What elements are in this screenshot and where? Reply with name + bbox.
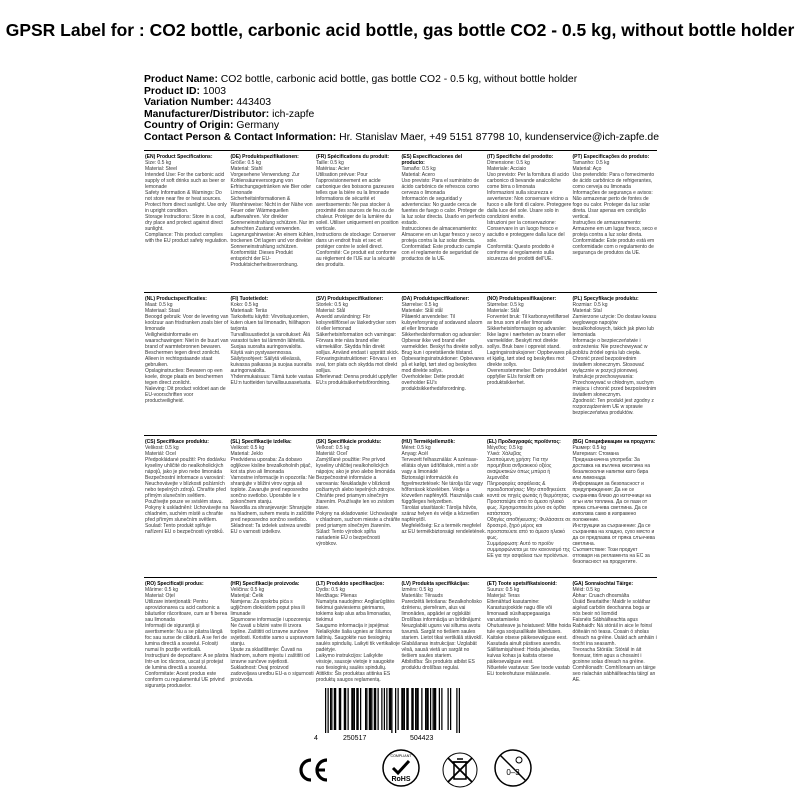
language-spec-block <box>572 154 658 268</box>
barcode-bar <box>325 688 326 733</box>
language-spec-text: Rozmiar: 0.5 kg Materiał: Stal Zamierzone użycie: Do dostaw kwasu węglowego napojów bezalkoholowych, takich jak piwo lub lemoniada Informacje o bezpieczeństwie i ostrzeżenia: Nie przechowywać w pobliżu źródeł ognia lub ciepła. Chronić przed bezpośrednim światłem słonecznym. Stosować wyłącznie w pozycji pionowej. Instrukcje przechowywania: Przechowywać w chłodnym, suchym miejscu i chronić przed bezpośrednim światłem słonecznym. Zgodność: Ten produkt jest zgodny z rozporządzeniem UE w sprawie bezpieczeństwa produktów. <box>572 302 657 416</box>
language-spec-heading: (FR) Spécifications du produit: <box>316 154 390 160</box>
language-spec-heading: (GA) Sonraíochtaí Táirge: <box>572 581 634 587</box>
spec-row <box>144 581 657 689</box>
barcode-bar <box>398 688 399 730</box>
barcode-bar <box>334 688 335 730</box>
language-spec-heading: (PT) Especificações do produto: <box>572 154 650 160</box>
language-spec-heading: (LT) Produkto specifikacijos: <box>316 581 385 587</box>
language-spec-block <box>230 154 316 268</box>
barcode-bar <box>433 688 434 730</box>
barcode-bar <box>340 688 341 730</box>
barcode-bar <box>371 688 372 730</box>
language-spec-text: Taille: 0.5 kg Matériau: Acier Utilisation prévue: Pour l'approvisionnement en acide carbonique des boissons gazeuses telles que la bière ou la limonade Informations de sécurité et avertissements: Ne pas stocker à proximité des sources de feu ou de chaleur. Protéger de la lumière du soleil. Utiliser uniquement en position verticale. Instructions de stockage: Conserver dans un endroit frais et sec et protéger contre le soleil direct. Conformité: Ce produit est conforme au règlement de l'UE sur la sécurité des produits. <box>316 160 399 268</box>
barcode-bar <box>459 688 460 733</box>
language-spec-block <box>572 296 658 416</box>
language-spec-text: Velikost: 0.5 kg Material: Jeklo Predvidena uporaba: Za dobavo ogljikove kisline brezalkoholnih pijač, kot sta pivo ali limonada Varnostne informacije in opozorila: Ne shranjujte v bližini virov ognja ali toplote. Zavarujte pred neposredno sončno svetlobo. Uporabite le v pokončnem stanju. Navodila za shranjevanje: Shranjujte na hladnem, suhem mestu in zaščitite pred neposredno sončno svetlobo. Skladnost: Ta izdelek ustreza uredbi EU o varnosti izdelkov. <box>230 445 315 535</box>
barcode-bar <box>413 688 414 730</box>
language-spec-text: Méid: 0.5 kg Ábhar: Cruach dhosmálta Úsáid Beartaithe: Maidir le soláthar aigéad carbóin deochanna boga ar nós beoir nó liomóid Faisnéis Sábháilteachta agus Rabhaidh: Ná stóráil in aice le foinsí dóiteáin nó teasa. Cosain ó sholas díreach na gréine. Úsáid ach amháin i riocht ina seasamh. Treoracha Stórála: Stóráil in áit fionnuar, tirim agus a chosaint i gcoinne solas díreach na gréine. Comhlíonadh: Comhlíonann an táirge seo rialachán sábháilteachta táirgí an AE. <box>572 587 657 683</box>
barcode-bar <box>369 688 370 730</box>
age-0-3-warning-icon <box>493 748 533 788</box>
language-spec-block <box>572 581 658 689</box>
recycle-icon <box>440 750 480 790</box>
product-name-line: Product Name: CO2 bottle, carbonic acid bottle, gas bottle CO2 - 0.5 kg, without bottle holder <box>144 74 578 85</box>
language-spec-block <box>230 439 316 565</box>
language-spec-text: Velikost: 0.5 kg Materiál: Ocel Předpokládané použití: Pro dodávku kyseliny uhličité do nealkoholických nápojů, jako je pivo nebo limonáda Bezpečnostní informace a varování: Neuchovávejte v blízkosti požárních nebo tepelných zdrojů. Chraňte před přímým slunečním světlem. Používejte pouze ve svislém stavu. Pokyny k uskladnění: Uchovávejte na chladném, suchém místě a chraňte před přímým slunečním světlem. Soulad: Tento produkt splňuje nařízení EU o bezpečnosti výrobků. <box>145 445 229 535</box>
language-spec-block <box>315 439 401 565</box>
barcode-bar <box>330 688 331 730</box>
barcode-bar <box>386 688 387 730</box>
spec-row <box>144 296 657 416</box>
language-spec-block <box>315 154 401 268</box>
barcode-bar <box>408 688 409 730</box>
barcode-bar <box>390 688 391 730</box>
language-spec-heading: (HU) Termékjellemzők: <box>401 439 456 445</box>
language-spec-text: Tamaño: 0.5 kg Material: Acero Uso previsto: Para el suministro de ácido carbónico de refrescos como cerveza o limonada Información de seguridad y advertencias: No guarde cerca de fuentes de fuego o calor. Proteger de la luz solar directa. Usarlo en perfecto estado. Instrucciones de almacenamiento: Almacene en un lugar fresco y seco y proteja contra la luz solar directa. Conformidad: Este producto cumple con el reglamento de seguridad de productos de la UE. <box>401 166 486 262</box>
barcode-bar <box>366 688 367 730</box>
barcode-bar <box>351 688 352 730</box>
language-spec-heading: (FI) Tuotetiedot: <box>230 296 269 302</box>
barcode-bar <box>365 688 366 730</box>
page-title: GPSR Label for : CO2 bottle, carbonic acid bottle, gas bottle CO2 - 0.5 kg, without bottle holder <box>5 20 795 40</box>
language-spec-block <box>401 296 487 416</box>
barcode-bar <box>395 688 396 733</box>
language-spec-text: Tamanho: 0.5 kg Material: Aço Uso pretendido: Para o fornecimento de ácido carbônico de refrigerantes, como cerveja ou limonada Informações de segurança e avisos: Não armazenar perto de fontes de fogo ou calor. Proteger da luz solar direta. Usar apenas em condição vertical. Instruções de armazenamento: Armazene em um lugar fresco, seco e proteja contra a luz solar direta. Conformidade: Este produto está em conformidade com o regulamento de segurança de produtos da UE. <box>572 160 657 256</box>
language-spec-block <box>401 581 487 689</box>
language-spec-text: Veličina: 0.5 kg Materijal: Čelik Namjena: Za opskrbu pića s ugljičnom dioksidom poput piva ili limunade Sigurnosne informacije i upozorenja: Ne čuvati u blizini vatre ili izvora topline. Zaštititi od izravne sunčeve svjetlosti. Koristite samo u uspravnom stanju. Upute za skladištenje: Čuvati na hladnom, suhom mjestu i zaštititi od izravne sunčeve svjetlosti. Sukladnost: Ovaj proizvod zadovoljava uredbu EU-a o sigurnosti proizvoda. <box>230 587 315 683</box>
barcode-bar <box>358 688 359 730</box>
barcode-bar <box>441 688 442 730</box>
variation-line: Variation Number: 443403 <box>144 97 272 109</box>
barcode-bar <box>403 688 404 730</box>
language-spec-text: Størrelse: 0.5 kg Materiale: Stål stål Påtænkt anvendelse: Til kulsyreforsyning af sodavand såsom øl eller limonade Sikkerhedsinformation og advarsler: Opbevar ikke ved brand eller varmekilder. Beskyt fra direkte sollys. Brug kun i opretstående tilstand. Opbevaringsinstruktioner: Opbevares på et køligt, tørt sted og beskyttes mod direkte sollys. Overholdelse: Dette produkt overholder EU's produktsikkerhedsforordning. <box>401 302 485 392</box>
barcode-bar <box>404 688 405 730</box>
barcode-bar <box>344 688 345 730</box>
ce-mark-icon <box>296 752 332 788</box>
language-spec-heading: (EN) Product Specifications: <box>145 154 213 160</box>
barcode-bar <box>378 688 379 730</box>
barcode-bar <box>335 688 336 730</box>
barcode-bar <box>435 688 436 730</box>
barcode-bar <box>328 688 329 733</box>
language-spec-text: Størrelse: 0.5 kg Materiale: Stål Forventet bruk: Til karbonsyretilførsel av brus som øl eller limonade Sikkerhetsinformasjon og advarsler: Ikke lagre i nærheten av brann eller varmekilder. Beskytt mot direkte sollys. Bruk bare i oppreist stand. Lagringsinstruksjoner: Oppbevares på et kjølig, tørt sted og beskyttes mot direkte sollys. Overensstemmelse: Dette produktet oppfyller EUs forskrift om produktsikkerhet. <box>487 302 572 386</box>
barcode-bar <box>430 688 431 730</box>
barcode-bar <box>331 688 332 730</box>
language-spec-block <box>230 581 316 689</box>
language-spec-text: Koko: 0.5 kg Materiaali: Teräs Tarkoitettu käyttö: Virvoitusjuomien, kuten oluen tai limonadin, hiilihapon tarjonta Turvallisuustiedot ja varoitukset: Älä varastoi tulen tai lämmön lähteitä. Suojaa suoralta auringonvalolta. Käytä vain pystyasennossa. Säilytysohjeet: Säilytä viileässä, kuivassa paikassa ja suojaa suoralta auringonvalolta. Yhdenmukaisuus: Tämä tuote vastaa EU:n tuotteiden turvallisuusasetusta. <box>230 302 313 386</box>
language-spec-text: Размер: 0.5 kg Материал: Стомана Предназначена употреба: За доставка на въглена киселина на безалкохолни напитки като бира или лимонада Информация за безопасност и предупреждения: Да не се съхранява близо до източници на огън или топлина. Да се пази от пряка слънчева светлина. Да се използва само в изправено положение. Инструкции за съхранение: Да се съхранява на хладно, сухо място и да се предпазва от пряка слънчева светлина. Съответствие: Този продукт отговаря на регламента на ЕС за безопасност на продуктите. <box>572 445 655 565</box>
barcode-bar <box>406 688 407 730</box>
barcode-bar <box>401 688 402 730</box>
barcode-bar <box>425 688 426 730</box>
language-spec-block <box>401 439 487 565</box>
language-spec-text: Mărime: 0.5 kg Material: Oțel Utilizare intenționată: Pentru aprovizionarea cu acid carbonic a băuturilor răcoritoare, cum ar fi berea sau limonada Informații de siguranță și avertismente: Nu a se păstra lângă foc sau surse de căldură. A se feri de lumina directă a soarelui. Folosiți numai în poziție verticală. Instrucțiuni de depozitare: A se păstra într-un loc răcoros, uscat și protejat de lumina directă a soarelui. Conformitate: Acest produs este conform cu regulamentul UE privind siguranța produselor. <box>145 587 229 689</box>
product-id-line: Product ID: 1003 <box>144 85 227 97</box>
language-spec-heading: (SK) Špecifikácie produktu: <box>316 439 382 445</box>
section-divider <box>144 292 657 293</box>
language-spec-heading: (HR) Specifikacije proizvoda: <box>230 581 300 587</box>
barcode-bar <box>375 688 376 730</box>
product-info <box>144 74 784 144</box>
language-spec-block <box>572 439 658 565</box>
language-spec-block <box>486 581 572 689</box>
barcode-bar <box>339 688 340 730</box>
language-spec-heading: (PL) Specyfikacje produktu: <box>572 296 639 302</box>
language-spec-block <box>486 439 572 565</box>
section-divider <box>144 435 657 436</box>
barcode-bar <box>374 688 375 730</box>
svg-text:0–3: 0–3 <box>506 768 520 777</box>
language-spec-heading: (CS) Specifikace produktu: <box>145 439 209 445</box>
language-spec-text: Dydis: 0.5 kg Medžiaga: Plienas Numatyta naudojimo: Angliarūgštės tiekimui gaiviesiems gėrimams, tokiems kaip alus arba limonadas, tiekimui Saugumo informacija ir įspėjimai: Nelaikykite šalia ugnies ar šilumos šaltinių. Saugokite nuo tiesioginių saulės spindulių. Laikyti tik vertikalioje padėtyje. Laikymo instrukcijos: Laikykite vėsioje, sausoje vietoje ir saugokite nuo tiesioginių saulės spindulių. Atitiktis: Šis produktas atitinka ES produktų saugos reglamentą. <box>316 587 400 683</box>
language-spec-text: Suurus: 0.5 kg Materjal: Teras Ettenähtud kasutamine: Karastusjookide nagu õlle või limonaadi süsihappegaasiga varustamiseks Ohutusteave ja hoiatused: Mitte hoida tule ega soojusallikate läheduses. Kaitske otsese päikesevalguse eest. Kasutada ainult püstises asendis. Säilitamisjuhised: Hoida jahedas, kuivas kohas ja kaitsta otsese päikesevalguse eest. Nõuetele vastavus: See toode vastab ELi tooteohutuse määrusele. <box>487 587 571 677</box>
language-spec-heading: (ES) Especificaciones del producto: <box>401 154 463 166</box>
language-spec-block <box>144 439 230 565</box>
language-spec-block <box>315 581 401 689</box>
language-spec-heading: (SV) Produktspecifikationer: <box>316 296 384 302</box>
language-spec-heading: (SL) Specifikacije izdelka: <box>230 439 292 445</box>
language-spec-text: Maat: 0.5 kg Materiaal: Staal Beoogd gebruik: Voor de levering van koolzuur aan frisdranken zoals bier of limonade Veiligheidsinformatie en waarschuwingen: Niet in de buurt van brand of warmtebronnen bewaren. Beschermen tegen direct zonlicht. Alleen in rechtopstaande staat gebruiken. Opslaginstructies: Bewaren op een koele, droge plaats en beschermen tegen direct zonlicht. Naleving: Dit product voldoet aan de EU-voorschriften voor productveiligheid. <box>145 302 229 404</box>
barcode-bar <box>416 688 417 730</box>
barcode-bar <box>384 688 385 730</box>
language-spec-text: Dimensione: 0.5 kg Materiale: Acciaio Uso previsto: Per la fornitura di acido carbonico di bevande analcoliche come birra o limonata Informazioni sulla sicurezza e avvertenze: Non conservare vicino a fuoco o alle fonti di calore. Proteggere dalla luce del sole. Usare solo in condizioni erette. Istruzioni per la conservazione: Conservare in un luogo fresco e asciutto e proteggere dalla luce del sole. Conformità: Questo prodotto è conforme al regolamento sulla sicurezza dei prodotti dell'UE. <box>487 160 572 262</box>
language-spec-text: Veľkosť: 0.5 kg Materiál: Oceľ Zamýšľané použitie: Pre prívod kyseliny uhličitej nealkoholických nápojov, ako je pivo alebo limonáda Bezpečnostné informácie a varovania: Neukladajte v blízkosti požiarnych alebo tepelných zdrojov. Chráňte pred priamym slnečným žiarením. Používajte len vo zvislom stave. Pokyny na skladovanie: Uchovávajte v chladnom, suchom mieste a chráňte pred priamym slnečným žiarením. Súlad: Tento výrobok spĺňa nariadenie EÚ o bezpečnosti výrobkov. <box>316 445 401 547</box>
barcode-bar <box>348 688 349 730</box>
barcode-bar <box>418 688 419 730</box>
barcode-bar <box>381 688 382 730</box>
barcode-bar <box>448 688 449 730</box>
barcode-digits-right: 504423 <box>410 735 434 742</box>
svg-text:RoHS: RoHS <box>391 776 411 783</box>
language-spec-block <box>144 296 230 416</box>
barcode-bar <box>450 688 451 730</box>
language-spec-text: Größe: 0.5 kg Material: Stahl Vorgesehene Verwendung: Zur Kohlensäureversorgung von Erfrischungsgetränken wie Bier oder Limonade Sicherheitsinformationen & Warnhinweise: Nicht in der Nähe von Feuer oder Wärmequellen aufbewahren. Vor direkter Sonneneinstrahlung schützen. Nur im aufrechten Zustand verwenden. Lagerungshinweise: An einem kühlen, trockenen Ort lagern und vor direkter Sonneneinstrahlung schützen. Konformität: Dieses Produkt entspricht der EU-Produktsicherheitsverordnung. <box>230 160 315 268</box>
language-spec-heading: (IT) Specifiche del prodotto: <box>487 154 554 160</box>
barcode-digits-left: 250517 <box>343 735 367 742</box>
barcode-digit-prefix: 4 <box>314 735 318 742</box>
barcode-bar <box>356 688 357 730</box>
barcode-bar <box>370 688 371 730</box>
barcode-bar <box>439 688 440 730</box>
language-spec-heading: (DE) Produktspezifikationen: <box>230 154 299 160</box>
language-spec-block <box>144 581 230 689</box>
svg-text:COMPLIANT: COMPLIANT <box>390 754 412 758</box>
manufacturer-line: Manufacturer/Distributor: ich-zapfe <box>144 108 315 120</box>
language-spec-text: Μέγεθος: 0.5 kg Υλικό: Χάλυβας Σκοπούμενη χρήση: Για την προμήθεια ανθρακικού οξέος αναψυκτικών όπως μπύρα ή λεμονάδα Πληροφορίες ασφάλειας & προειδοποιήσεις: Μην αποθηκεύετε κοντά σε πηγές φωτιάς ή θερμότητας. Προστατέψτε από το άμεσο ηλιακό φως. Χρησιμοποιείτε μόνο σε όρθια κατάσταση. Οδηγίες αποθήκευσης: Φυλάσσετε σε δροσερό, ξηρό μέρος και προστατεύετε από το άμεσο ηλιακό φως. Συμμόρφωση: Αυτό το προϊόν συμμορφώνεται με τον κανονισμό της ΕΕ για την ασφάλεια των προϊόντων. <box>487 445 571 559</box>
barcode-bar <box>354 688 355 730</box>
language-spec-text: Storlek: 0.5 kg Material: Stål Avsedd användning: För kolsyretillförsel av läskedrycker som öl eller lemonad Säkerhetsinformation och varningar: Förvara inte nära brand eller värmekällor. Skydda från direkt solljus. Använd endast i upprätt skick. Förvaringsinstruktioner: Förvara i en sval, torr plats och skydda mot direkt solljus. Efterlevnad: Denna produkt uppfyller EU:s produktsäkerhetsförordning. <box>316 302 400 386</box>
spec-row <box>144 439 657 565</box>
section-divider <box>144 150 657 151</box>
origin-line: Country of Origin: Germany <box>144 120 280 132</box>
language-spec-heading: (NO) Produktspesifikasjoner: <box>487 296 557 302</box>
language-spec-text: Izmērs: 0.5 kg Materiāls: Tērauds Paredzētā lietošana: Bezalkoholisko dzērienu, piemēram, alus vai limonādes, apgādei ar ogļskābi Drošības informācija un brīdinājumi: Neuzglabāt uguns vai siltuma avotu tuvumā. Sargāt no tiešiem saules stariem. Lietot tikai vertikālā stāvoklī. Glabāšanas instrukcijas: Uzglabāt vēsā, sausā vietā un sargāt no tiešiem saules stariem. Atbilstība: Šis produkts atbilst ES produktu drošības regulai. <box>401 587 483 671</box>
language-spec-text: Méret: 0.5 kg Anyag: Acél Tervezett felhasználás: A szénsav-ellátás olyan üdítőitalok, mint a sör vagy a limonádé Biztonsági információk és figyelmeztetések: Ne tárolja tűz vagy hőforrások közelében. Védje a közvetlen napfénytől. Használja csak függőleges helyzetben. Tárolási utasítások: Tárolja hűvös, száraz helyen és védje a közvetlen napfénytől. Megfelelőség: Ez a termék megfelel az EU termékbiztonsági rendeletének. <box>401 445 486 535</box>
language-spec-block <box>315 296 401 416</box>
language-spec-heading: (EL) Προδιαγραφές προϊόντος: <box>487 439 561 445</box>
section-divider <box>144 577 657 578</box>
language-spec-block <box>486 154 572 268</box>
barcode-bar <box>389 688 390 730</box>
rohs-icon <box>381 748 421 788</box>
barcode-bar <box>456 688 457 733</box>
language-spec-heading: (RO) Specificații produs: <box>145 581 204 587</box>
barcode-bar <box>428 688 429 730</box>
barcode-bar <box>434 688 435 730</box>
contact-line: Contact Person & Contact Information: Hr. Stanislav Maer, +49 5151 87798 10, kundenservice@ich-zapfe.de <box>144 131 659 143</box>
barcode <box>325 688 460 733</box>
language-spec-block <box>144 154 230 268</box>
barcode-bar <box>345 688 346 730</box>
barcode-bar <box>353 688 354 730</box>
language-spec-block <box>486 296 572 416</box>
barcode-bar <box>415 688 416 730</box>
language-spec-heading: (NL) Productspecificaties: <box>145 296 207 302</box>
spec-row <box>144 154 657 268</box>
barcode-bar <box>411 688 412 730</box>
language-spec-block <box>401 154 487 268</box>
language-spec-block <box>230 296 316 416</box>
language-spec-heading: (BG) Спецификации на продукта: <box>572 439 656 445</box>
barcode-bar <box>391 688 392 733</box>
language-spec-heading: (DA) Produktspecifikationer: <box>401 296 470 302</box>
barcode-bar <box>360 688 361 730</box>
barcode-bar <box>426 688 427 730</box>
language-spec-heading: (ET) Toote spetsifikatsioonid: <box>487 581 557 587</box>
language-spec-heading: (LV) Produkta specifikācijas: <box>401 581 470 587</box>
barcode-bar <box>421 688 422 730</box>
language-spec-text: Size: 0.5 kg Material: Steel Intended Use: For the carbonic acid supply of soft drinks such as beer or lemonade Safety Information & Warnings: Do not store near fire or heat sources. Protect from direct sunlight. Use only in upright condition. Storage Instructions: Store in a cool, dry place and protect against direct sunlight. Compliance: This product complies with the EU product safety regulation. <box>145 160 229 244</box>
